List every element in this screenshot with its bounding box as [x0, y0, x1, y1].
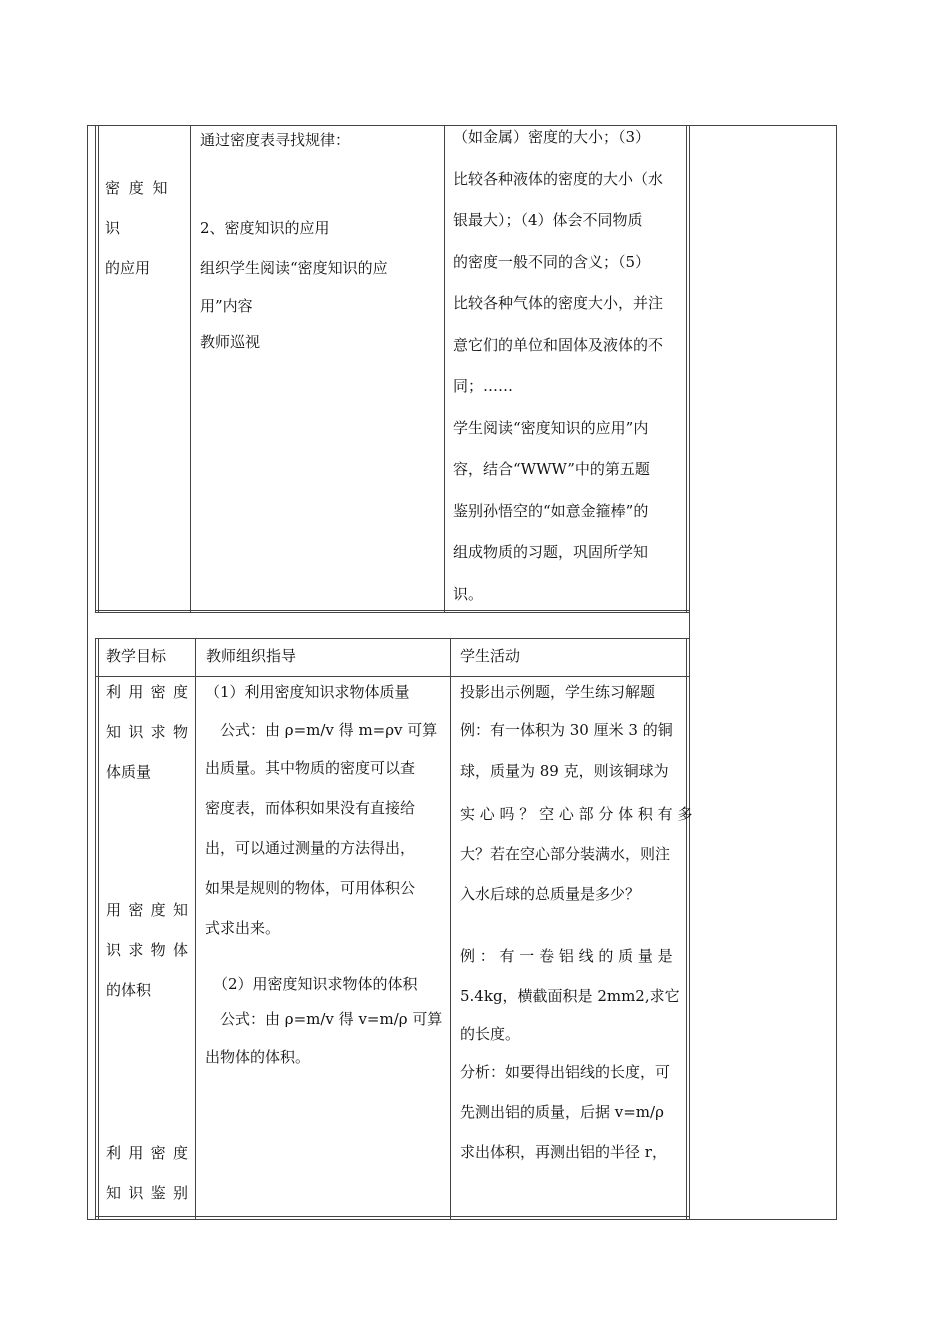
example-2-line: 5.4kg，横截面积是 2mm2,求它 — [460, 987, 680, 1005]
goal-line-2: 的应用 — [105, 259, 151, 277]
goal-identify-block — [106, 1133, 188, 1213]
example-1-line: 投影出示例题，学生练习解题 — [460, 683, 656, 701]
teacher-text-patrol: 教师巡视 — [200, 333, 261, 351]
student-line: 组成物质的习题，巩固所学知 — [453, 543, 649, 561]
student-line: 同；…… — [453, 377, 514, 395]
goal-mass-block — [106, 672, 188, 792]
goal-line-1: 密 度 知 识 — [105, 179, 170, 237]
header-teacher-guidance: 教师组织指导 — [206, 647, 297, 665]
student-line: 的密度一般不同的含义；（5） — [453, 252, 651, 271]
example-1-line: 球，质量为 89 克，则该铜球为 — [460, 762, 669, 780]
teacher-text-organize-reading: 组织学生阅读“密度知识的应 — [200, 259, 388, 277]
table-1-teacher-cell — [200, 120, 440, 360]
table-1-left-double-line — [98, 125, 99, 613]
student-line: 意它们的单位和固体及液体的不 — [453, 335, 664, 354]
mass-method-line: 出质量。其中物质的密度可以查 — [205, 759, 416, 777]
goal-mass-line: 知 识 求 物 — [106, 723, 188, 741]
student-line: 银最大）；（4）体会不同物质 — [453, 211, 643, 229]
header-student-activity: 学生活动 — [460, 647, 521, 665]
volume-method-line: 公式：由 ρ=m/v 得 v=m/ρ 可算 — [220, 1010, 443, 1028]
goal-volume-line: 识 求 物 体 — [106, 941, 188, 959]
student-activity-cell — [460, 672, 694, 1172]
table-2-col-divider-1 — [195, 638, 196, 1220]
table-1-col-divider-2 — [444, 125, 445, 613]
student-line: 学生阅读“密度知识的应用”内 — [453, 418, 649, 437]
volume-method-line: 出物体的体积。 — [205, 1048, 311, 1066]
student-line: （如金属）密度的大小；（3） — [453, 128, 651, 146]
mass-method-line: 式求出来。 — [205, 919, 281, 937]
table-1-goal-cell — [105, 168, 185, 288]
example-1-line: 入水后球的总质量是多少？ — [460, 885, 641, 903]
header-teaching-goal: 教学目标 — [106, 647, 167, 665]
goal-volume-line: 用 密 度 知 — [106, 901, 188, 919]
goal-volume-block — [106, 890, 188, 1010]
example-1-line: 实 心 吗 ？ 空 心 部 分 体 积 有 多 — [460, 805, 693, 823]
table-2-col-divider-2 — [450, 638, 451, 1220]
table-1-student-cell — [453, 117, 693, 615]
goal-mass-line: 利 用 密 度 — [106, 683, 188, 701]
volume-method-title: （2）用密度知识求物体的体积 — [213, 975, 418, 993]
teacher-text-content: 用”内容 — [200, 297, 253, 315]
table-2-bottom-double-line — [95, 1216, 690, 1217]
student-line: 鉴别孙悟空的“如意金箍棒”的 — [453, 501, 649, 520]
student-line: 容，结合“WWW”中的第五题 — [453, 460, 650, 478]
student-line: 比较各种液体的密度的大小（水 — [453, 169, 664, 188]
example-1-line: 例：有一体积为 30 厘米 3 的铜 — [460, 721, 673, 739]
mass-method-line: 出，可以通过测量的方法得出， — [205, 839, 416, 857]
example-2-line: 例 ： 有 一 卷 铝 线 的 质 量 是 — [460, 947, 673, 965]
teacher-text-density-table: 通过密度表寻找规律： — [200, 131, 351, 149]
mass-method-line: 如果是规则的物体，可用体积公 — [205, 879, 416, 897]
teacher-guidance-cell — [205, 672, 447, 1080]
example-2-line: 求出体积，再测出铝的半径 r， — [460, 1143, 667, 1161]
mass-method-line: 密度表，而体积如果没有直接给 — [205, 799, 416, 817]
example-1-line: 大？若在空心部分装满水，则注 — [460, 845, 671, 863]
teacher-text-application-heading: 2、密度知识的应用 — [200, 219, 330, 237]
mass-method-line: 公式：由 ρ=m/v 得 m=ρv 可算 — [220, 721, 438, 739]
table-2-left-double-line — [98, 638, 99, 1220]
student-line: 比较各种气体的密度大小，并注 — [453, 294, 664, 312]
goal-mass-line: 体质量 — [106, 763, 152, 781]
goal-volume-line: 的体积 — [106, 981, 152, 999]
student-line: 识。 — [453, 584, 484, 603]
goal-identify-line: 知 识 鉴 别 — [106, 1184, 188, 1202]
goal-identify-line: 利 用 密 度 — [106, 1144, 188, 1162]
example-2-line: 先测出铝的质量，后据 v=m/ρ — [460, 1103, 664, 1121]
table-1-col-divider-1 — [190, 125, 191, 613]
example-2-line: 分析：如要得出铝线的长度，可 — [460, 1063, 671, 1081]
mass-method-title: （1）利用密度知识求物体质量 — [205, 683, 410, 701]
example-2-line: 的长度。 — [460, 1025, 521, 1043]
